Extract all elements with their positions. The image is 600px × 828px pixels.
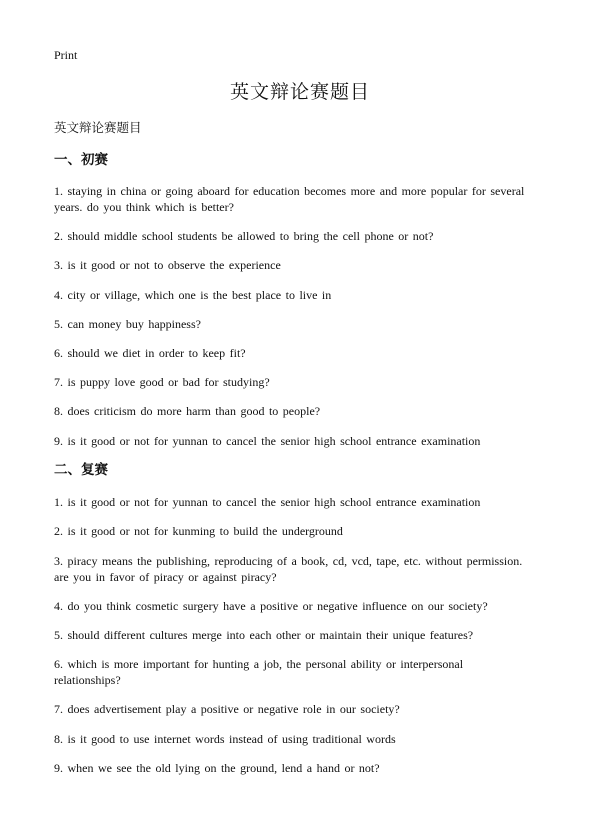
document-title: 英文辩论赛题目 xyxy=(229,81,370,103)
question-item: 1. staying in china or going aboard for education becomes more and more popular for several years. do you think which is better? xyxy=(54,184,525,214)
question-item: 6. should we diet in order to keep fit? xyxy=(54,346,246,360)
question-item: 1. is it good or not for yunnan to cancel the senior high school entrance examination xyxy=(54,495,481,509)
document-subtitle: 英文辩论赛题目 xyxy=(54,120,142,135)
section-heading-preliminary: 一、初赛 xyxy=(54,152,108,168)
question-item: 8. does criticism do more harm than good to people? xyxy=(54,404,321,418)
section-heading-second-round: 二、复赛 xyxy=(54,462,108,478)
question-item: 2. is it good or not for kunming to build the underground xyxy=(54,524,343,538)
question-item: 7. is puppy love good or bad for studying? xyxy=(54,375,270,389)
question-item: 5. can money buy happiness? xyxy=(54,317,201,331)
question-item: 8. is it good to use internet words instead of using traditional words xyxy=(54,732,396,746)
question-item: 3. piracy means the publishing, reproducing of a book, cd, vcd, tape, etc. without permission. are you in favor of piracy or against piracy? xyxy=(54,554,523,584)
question-item: 7. does advertisement play a positive or negative role in our society? xyxy=(54,702,400,716)
question-item: 4. city or village, which one is the best place to live in xyxy=(54,288,332,302)
question-item: 5. should different cultures merge into each other or maintain their unique features? xyxy=(54,628,474,642)
question-item: 9. when we see the old lying on the ground, lend a hand or not? xyxy=(54,761,380,775)
question-item: 6. which is more important for hunting a job, the personal ability or interpersonal relationships? xyxy=(54,657,464,687)
print-link[interactable]: Print xyxy=(54,48,78,62)
question-item: 4. do you think cosmetic surgery have a positive or negative influence on our society? xyxy=(54,599,488,613)
question-item: 3. is it good or not to observe the experience xyxy=(54,258,281,272)
question-item: 2. should middle school students be allowed to bring the cell phone or not? xyxy=(54,229,434,243)
question-item: 9. is it good or not for yunnan to cancel the senior high school entrance examination xyxy=(54,434,481,448)
